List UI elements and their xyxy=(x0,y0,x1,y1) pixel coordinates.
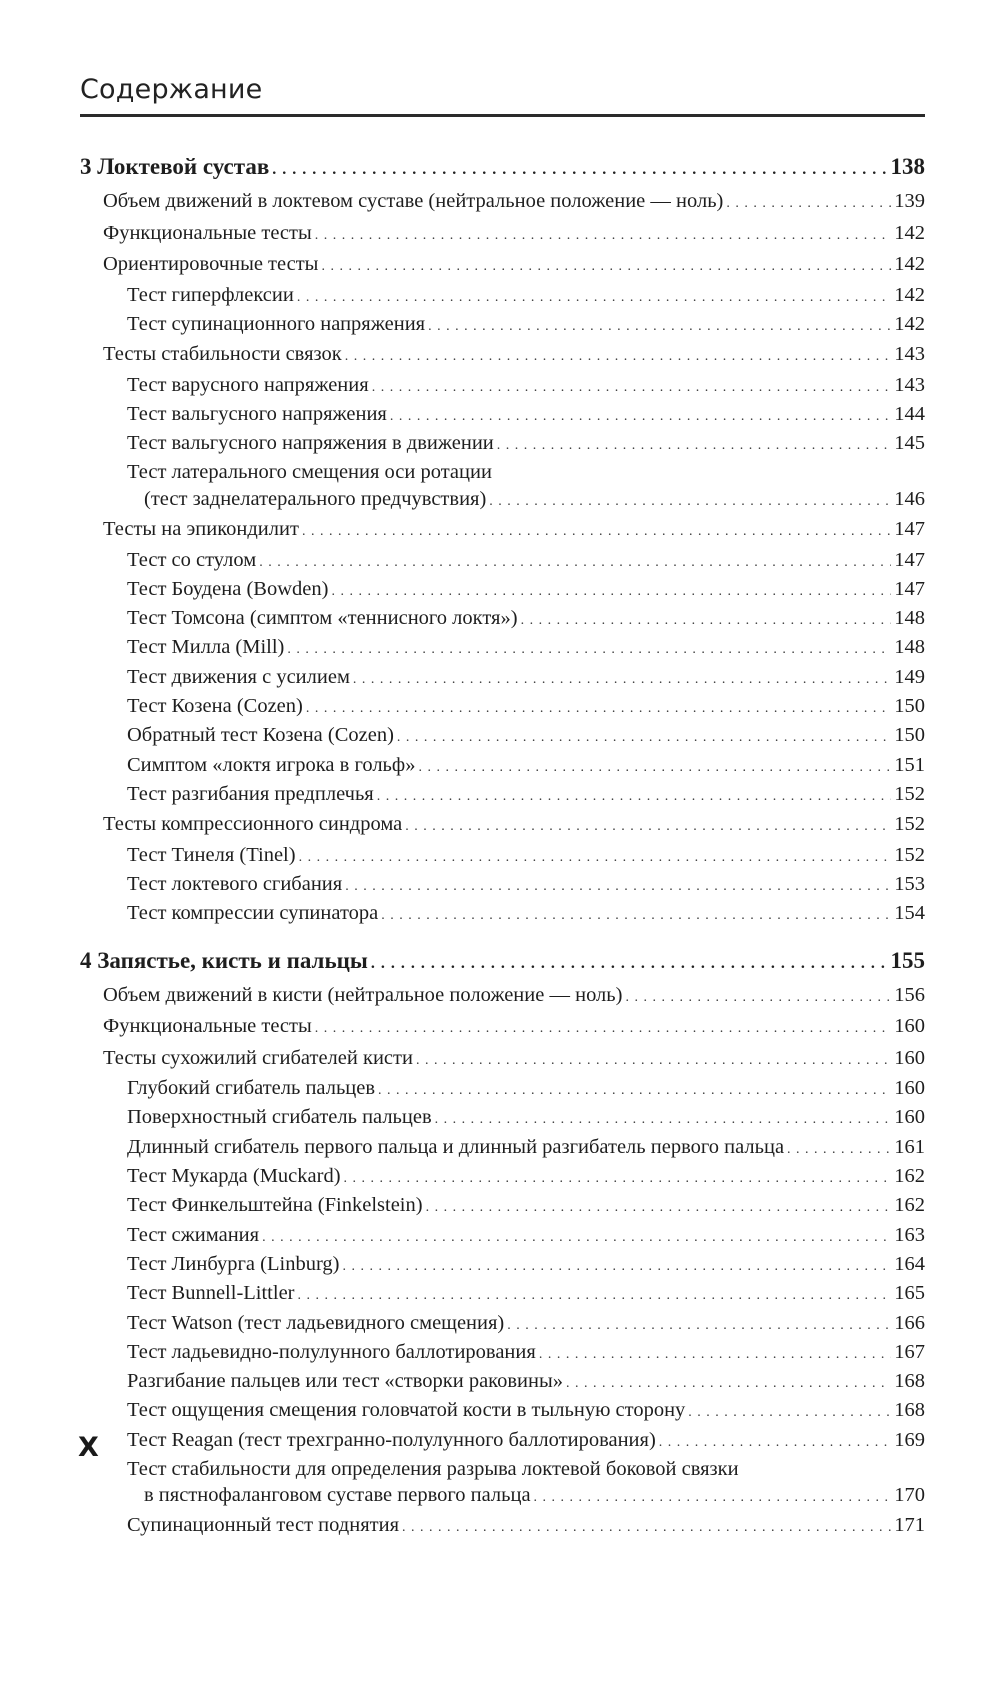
entry-title: Глубокий сгибатель пальцев xyxy=(127,1077,376,1100)
entry-page-number: 144 xyxy=(894,402,925,425)
entry-title: Супинационный тест поднятия xyxy=(127,1513,399,1536)
entry-title-line-1: Тест латерального смещения оси ротации xyxy=(127,461,492,484)
dot-leader xyxy=(534,1485,892,1511)
entry-title: Функциональные тесты xyxy=(103,1015,312,1038)
toc-subsection[interactable] xyxy=(80,722,925,751)
entry-title-line-2: (тест заднелатерального предчувствия) xyxy=(144,487,487,510)
entry-page-number: 148 xyxy=(894,607,925,630)
toc-section[interactable] xyxy=(80,187,925,219)
dot-leader xyxy=(297,285,891,311)
entry-title: Ориентировочные тесты xyxy=(103,253,319,275)
entry-title: Тест компрессии супинатора xyxy=(127,902,379,925)
entry-page-number: 143 xyxy=(894,373,925,396)
entry-page-number: 170 xyxy=(894,1484,925,1507)
toc-subsection[interactable] xyxy=(80,1251,925,1280)
entry-title: Тесты компрессионного синдрома xyxy=(103,813,403,836)
dot-leader xyxy=(259,550,891,576)
entry-page-number: 160 xyxy=(894,1106,925,1129)
dot-leader xyxy=(353,667,891,693)
toc-section[interactable] xyxy=(80,810,925,842)
entry-title: Тест супинационного напряжения xyxy=(127,312,426,335)
entry-page-number: 150 xyxy=(894,724,925,747)
entry-page-number: 160 xyxy=(894,1046,925,1069)
toc-subsection[interactable] xyxy=(80,781,925,810)
entry-title: Тест разгибания предплечья xyxy=(127,782,374,805)
entry-title: Тест локтевого сгибания xyxy=(127,873,343,896)
entry-title: Тест движения с усилием xyxy=(127,665,350,688)
dot-leader xyxy=(272,155,887,185)
chapter-heading[interactable] xyxy=(80,152,925,185)
dot-leader xyxy=(539,1342,891,1368)
toc-subsection[interactable] xyxy=(80,1104,925,1133)
toc-subsection[interactable] xyxy=(80,605,925,634)
entry-page-number: 164 xyxy=(894,1252,925,1275)
entry-title: Тесты стабильности связок xyxy=(103,343,342,366)
entry-title: Тест Watson (тест ладьевидного смещения) xyxy=(127,1311,505,1334)
entry-title: Тест Reagan (тест трехгранно-полулунного баллотирования) xyxy=(127,1428,656,1451)
entry-page-number: 171 xyxy=(894,1513,925,1536)
entry-title: Тест Линбурга (Linburg) xyxy=(127,1252,340,1275)
toc-subsection[interactable] xyxy=(80,1397,925,1426)
entry-title: Разгибание пальцев или тест «створки раковины» xyxy=(127,1370,563,1393)
dot-leader xyxy=(787,1137,891,1163)
entry-page-number: 148 xyxy=(894,636,925,659)
entry-title: Тест ощущения смещения головчатой кости в тыльную сторону xyxy=(127,1399,686,1422)
entry-page-number: 143 xyxy=(894,343,925,366)
chapter-page-number: 155 xyxy=(890,947,925,973)
entry-title: Тест Томсона (симптом «теннисного локтя») xyxy=(127,607,518,630)
toc-section[interactable] xyxy=(80,340,925,372)
table-of-contents xyxy=(80,152,925,1557)
entry-title: Тест со стулом xyxy=(127,548,257,571)
toc-subsection[interactable] xyxy=(80,1192,925,1221)
toc-subsection[interactable] xyxy=(80,311,925,340)
toc-section[interactable] xyxy=(80,981,925,1013)
dot-leader xyxy=(344,1166,892,1192)
entry-page-number: 145 xyxy=(894,432,925,455)
toc-subsection[interactable] xyxy=(80,576,925,605)
dot-leader xyxy=(302,517,891,547)
entry-title: Тест Боудена (Bowden) xyxy=(127,577,329,600)
dot-leader xyxy=(381,903,891,929)
toc-subsection[interactable] xyxy=(80,842,925,871)
entry-page-number: 142 xyxy=(894,253,925,275)
toc-subsection[interactable] xyxy=(80,664,925,693)
entry-page-number: 166 xyxy=(894,1311,925,1334)
toc-chapter xyxy=(80,946,925,1541)
toc-subsection[interactable] xyxy=(80,752,925,781)
toc-section[interactable] xyxy=(80,250,925,282)
toc-section[interactable] xyxy=(80,1012,925,1044)
dot-leader xyxy=(428,314,891,340)
dot-leader xyxy=(402,1515,891,1541)
entry-page-number: 168 xyxy=(894,1399,925,1422)
toc-subsection[interactable] xyxy=(80,1368,925,1397)
toc-subsection[interactable] xyxy=(80,1427,925,1456)
entry-title: Тест Мукарда (Muckard) xyxy=(127,1165,341,1188)
dot-leader xyxy=(345,342,892,372)
entry-continuation xyxy=(127,1482,925,1511)
entry-title: Тесты сухожилий сгибателей кисти xyxy=(103,1046,413,1069)
toc-subsection[interactable] xyxy=(80,547,925,576)
dot-leader xyxy=(306,696,891,722)
toc-subsection[interactable] xyxy=(80,1163,925,1192)
entry-title: Обратный тест Козена (Cozen) xyxy=(127,724,394,747)
toc-subsection[interactable] xyxy=(80,900,925,929)
page-folio: X xyxy=(78,1432,99,1463)
toc-subsection[interactable] xyxy=(80,1222,925,1251)
dot-leader xyxy=(262,1225,891,1251)
dot-leader xyxy=(321,252,891,282)
entry-page-number: 169 xyxy=(894,1428,925,1451)
entry-page-number: 147 xyxy=(894,548,925,571)
entry-page-number: 160 xyxy=(894,1077,925,1100)
entry-page-number: 150 xyxy=(894,695,925,718)
entry-page-number: 142 xyxy=(894,221,925,244)
toc-subsection[interactable] xyxy=(80,282,925,311)
toc-subsection[interactable] xyxy=(80,401,925,430)
dot-leader xyxy=(331,579,891,605)
entry-page-number: 147 xyxy=(894,518,925,541)
dot-leader xyxy=(390,404,891,430)
dot-leader xyxy=(299,845,892,871)
entry-page-number: 163 xyxy=(894,1223,925,1246)
entry-title: Тест Финкельштейна (Finkelstein) xyxy=(127,1194,423,1217)
dot-leader xyxy=(371,949,888,979)
entry-page-number: 151 xyxy=(894,753,925,776)
toc-section[interactable] xyxy=(80,219,925,251)
entry-title: Объем движений в локтевом суставе (нейтральное положение — ноль) xyxy=(103,190,724,212)
toc-subsection[interactable] xyxy=(80,634,925,663)
toc-subsection[interactable] xyxy=(80,1339,925,1368)
entry-page-number: 153 xyxy=(894,873,925,896)
dot-leader xyxy=(426,1195,892,1221)
chapter-heading[interactable] xyxy=(80,946,925,979)
dot-leader xyxy=(397,725,891,751)
dot-leader xyxy=(345,874,891,900)
toc-subsection[interactable] xyxy=(80,1075,925,1104)
entry-title: Тест вальгусного напряжения xyxy=(127,402,387,425)
toc-subsection[interactable] xyxy=(80,1310,925,1339)
dot-leader xyxy=(489,489,891,515)
dot-leader xyxy=(405,812,891,842)
toc-section[interactable] xyxy=(80,1044,925,1076)
toc-subsection[interactable] xyxy=(80,871,925,900)
entry-page-number: 149 xyxy=(894,665,925,688)
entry-title: Функциональные тесты xyxy=(103,221,312,244)
toc-entry[interactable] xyxy=(80,459,925,515)
dot-leader xyxy=(378,1078,891,1104)
entry-title: Объем движений в кисти (нейтральное положение — ноль) xyxy=(103,983,623,1006)
entry-page-number: 165 xyxy=(894,1282,925,1305)
dot-leader xyxy=(418,755,891,781)
entry-page-number: 147 xyxy=(894,577,925,600)
chapter-title: 4 Запястье, кисть и пальцы xyxy=(80,947,368,973)
toc-subsection[interactable] xyxy=(80,693,925,722)
toc-subsection[interactable] xyxy=(80,372,925,401)
dot-leader xyxy=(566,1371,891,1397)
entry-page-number: 162 xyxy=(894,1165,925,1188)
dot-leader xyxy=(315,1014,891,1044)
toc-subsection[interactable] xyxy=(80,1512,925,1541)
entry-title: Симптом «локтя игрока в гольф» xyxy=(127,753,416,776)
dot-leader xyxy=(287,637,891,663)
chapter-title: 3 Локтевой сустав xyxy=(80,154,270,179)
entry-page-number: 142 xyxy=(894,312,925,335)
dot-leader xyxy=(521,608,892,634)
entry-title: Тесты на эпикондилит xyxy=(103,518,299,541)
entry-title: Тест Милла (Mill) xyxy=(127,636,285,659)
entry-page-number: 168 xyxy=(894,1370,925,1393)
toc-subsection[interactable] xyxy=(80,430,925,459)
entry-title: Тест сжимания xyxy=(127,1223,260,1246)
dot-leader xyxy=(416,1046,891,1076)
dot-leader xyxy=(659,1430,891,1456)
entry-page-number: 152 xyxy=(894,813,925,836)
header-rule xyxy=(80,114,925,117)
dot-leader xyxy=(688,1400,891,1426)
entry-title: Тест Bunnell-Littler xyxy=(127,1282,295,1305)
dot-leader xyxy=(435,1107,892,1133)
dot-leader xyxy=(298,1283,892,1309)
entry-page-number: 156 xyxy=(894,983,925,1006)
dot-leader xyxy=(507,1313,891,1339)
toc-entry[interactable] xyxy=(80,1456,925,1512)
toc-section[interactable] xyxy=(80,515,925,547)
entry-title-line-1: Тест стабильности для определения разрыва локтевой боковой связки xyxy=(127,1458,739,1480)
chapter-page-number: 138 xyxy=(890,154,925,179)
dot-leader xyxy=(315,221,891,251)
entry-page-number: 152 xyxy=(894,843,925,866)
entry-page-number: 162 xyxy=(894,1194,925,1217)
entry-title: Поверхностный сгибатель пальцев xyxy=(127,1106,432,1129)
entry-title: Тест Тинеля (Tinel) xyxy=(127,843,296,866)
dot-leader xyxy=(343,1254,892,1280)
dot-leader xyxy=(625,983,891,1013)
entry-page-number: 160 xyxy=(894,1015,925,1038)
toc-subsection[interactable] xyxy=(80,1280,925,1309)
entry-title: Тест вальгусного напряжения в движении xyxy=(127,432,494,455)
dot-leader xyxy=(497,433,891,459)
entry-page-number: 146 xyxy=(894,487,925,510)
entry-page-number: 161 xyxy=(894,1135,925,1158)
toc-subsection[interactable] xyxy=(80,1134,925,1163)
entry-page-number: 154 xyxy=(894,902,925,925)
entry-title: Тест варусного напряжения xyxy=(127,373,369,396)
entry-title-line-2: в пястнофаланговом суставе первого пальца xyxy=(144,1484,531,1507)
entry-title: Тест Козена (Cozen) xyxy=(127,695,303,718)
entry-page-number: 167 xyxy=(894,1340,925,1363)
entry-page-number: 139 xyxy=(894,190,925,212)
entry-title: Тест ладьевидно-полулунного баллотирования xyxy=(127,1340,536,1363)
running-header: Содержание xyxy=(80,74,263,105)
dot-leader xyxy=(372,375,892,401)
entry-title: Тест гиперфлексии xyxy=(127,283,294,306)
dot-leader xyxy=(726,189,891,219)
entry-title: Длинный сгибатель первого пальца и длинный разгибатель первого пальца xyxy=(127,1135,785,1158)
toc-chapter xyxy=(80,152,925,930)
entry-continuation xyxy=(127,486,925,515)
dot-leader xyxy=(377,784,892,810)
entry-page-number: 142 xyxy=(894,283,925,306)
entry-page-number: 152 xyxy=(894,782,925,805)
